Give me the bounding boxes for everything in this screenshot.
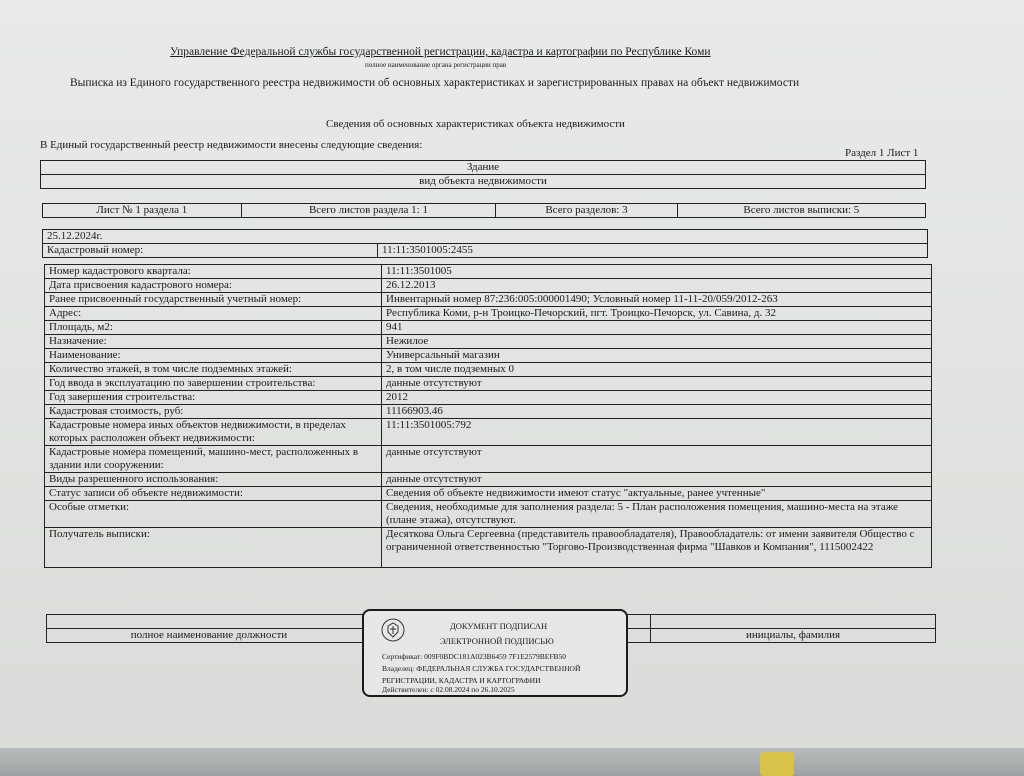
table-row: Адрес: Республика Коми, р-н Троицко-Печорский, пгт. Троицко-Печорск, ул. Савина, д. 32 bbox=[45, 307, 932, 321]
table-row: Площадь, м2: 941 bbox=[45, 321, 932, 335]
table-row: Кадастровая стоимость, руб: 11166903.46 bbox=[45, 405, 932, 419]
intro-text: В Единый государственный реестр недвижимости внесены следующие сведения: bbox=[40, 139, 423, 151]
cadastral-number-label: Кадастровый номер: bbox=[43, 244, 378, 258]
table-row: Количество этажей, в том числе подземных этажей: 2, в том числе подземных 0 bbox=[45, 363, 932, 377]
object-type-caption: вид объекта недвижимости bbox=[41, 175, 926, 189]
sections-total: Всего разделов: 3 bbox=[496, 204, 677, 218]
sheet-number: Лист № 1 раздела 1 bbox=[43, 204, 242, 218]
date-table bbox=[42, 229, 928, 258]
e-signature-stamp bbox=[362, 609, 628, 697]
stamp-owner-1: Владелец: ФЕДЕРАЛЬНАЯ СЛУЖБА ГОСУДАРСТВЕННОЙ bbox=[382, 664, 581, 673]
organization-name: Управление Федеральной службы государственной регистрации, кадастра и картографии по Республике Коми bbox=[170, 46, 711, 58]
object-type-table bbox=[40, 160, 926, 189]
table-row: Ранее присвоенный государственный учетный номер: Инвентарный номер 87:236:005:000001490; Условный номер 11-11-20/059/2012-263 bbox=[45, 293, 932, 307]
characteristics-table bbox=[44, 264, 932, 568]
stamp-line-1: ДОКУМЕНТ ПОДПИСАН bbox=[450, 621, 548, 631]
table-row: Кадастровые номера помещений, машино-мест, расположенных в здании или сооружении: данные отсутствуют bbox=[45, 446, 932, 473]
stamp-valid: Действителен: с 02.08.2024 по 26.10.2025 bbox=[382, 685, 515, 694]
table-row: Виды разрешенного использования: данные отсутствуют bbox=[45, 473, 932, 487]
document-title: Выписка из Единого государственного реестра недвижимости об основных характеристиках и зарегистрированных правах на объект недвижимости bbox=[70, 77, 800, 89]
table-row: Статус записи об объекте недвижимости: Сведения об объекте недвижимости имеют статус "актуальные, ранее учтенные" bbox=[45, 487, 932, 501]
table-row: Наименование: Универсальный магазин bbox=[45, 349, 932, 363]
emblem-icon bbox=[380, 617, 406, 643]
section-sheet-label: Раздел 1 Лист 1 bbox=[845, 147, 919, 159]
table-row: Получатель выписки: Десяткова Ольга Сергеевна (представитель правообладателя), Правообладатель: от имени заявителя Общество с ограниченной ответственностью "Торгово-Производственная фирма "Шавков и Компания", 1115002422 bbox=[45, 528, 932, 568]
table-row: Назначение: Нежилое bbox=[45, 335, 932, 349]
table-row: Год завершения строительства: 2012 bbox=[45, 391, 932, 405]
table-row: Кадастровые номера иных объектов недвижимости, в пределах которых расположен объект недвижимости: 11:11:3501005:792 bbox=[45, 419, 932, 446]
object-type: Здание bbox=[41, 161, 926, 175]
position-caption: полное наименование должности bbox=[47, 629, 372, 643]
organization-caption: полное наименование органа регистрации прав bbox=[365, 61, 507, 69]
section-title: Сведения об основных характеристиках объекта недвижимости bbox=[326, 118, 625, 130]
table-row: Номер кадастрового квартала: 11:11:3501005 bbox=[45, 265, 932, 279]
table-row: Дата присвоения кадастрового номера: 26.12.2013 bbox=[45, 279, 932, 293]
table-row: Год ввода в эксплуатацию по завершении строительства: данные отсутствуют bbox=[45, 377, 932, 391]
extract-date: 25.12.2024г. bbox=[43, 230, 928, 244]
yellow-tab bbox=[760, 752, 794, 776]
desk-edge bbox=[0, 748, 1024, 776]
stamp-owner-2: РЕГИСТРАЦИИ, КАДАСТРА И КАРТОГРАФИИ bbox=[382, 676, 541, 685]
stamp-certificate: Сертификат: 009F0BDC181A023B6459 7F1E2579BEFB50 bbox=[382, 652, 567, 661]
sheets-total: Всего листов выписки: 5 bbox=[677, 204, 925, 218]
sheets-in-section: Всего листов раздела 1: 1 bbox=[241, 204, 496, 218]
cadastral-number: 11:11:3501005:2455 bbox=[378, 244, 928, 258]
name-caption: инициалы, фамилия bbox=[651, 629, 936, 643]
stamp-line-2: ЭЛЕКТРОННОЙ ПОДПИСЬЮ bbox=[440, 636, 554, 646]
sheet-info-table bbox=[42, 203, 926, 218]
table-row: Особые отметки: Сведения, необходимые для заполнения раздела: 5 - План расположения помещения, машино-места на этаже (плане этажа), отсутствуют. bbox=[45, 501, 932, 528]
